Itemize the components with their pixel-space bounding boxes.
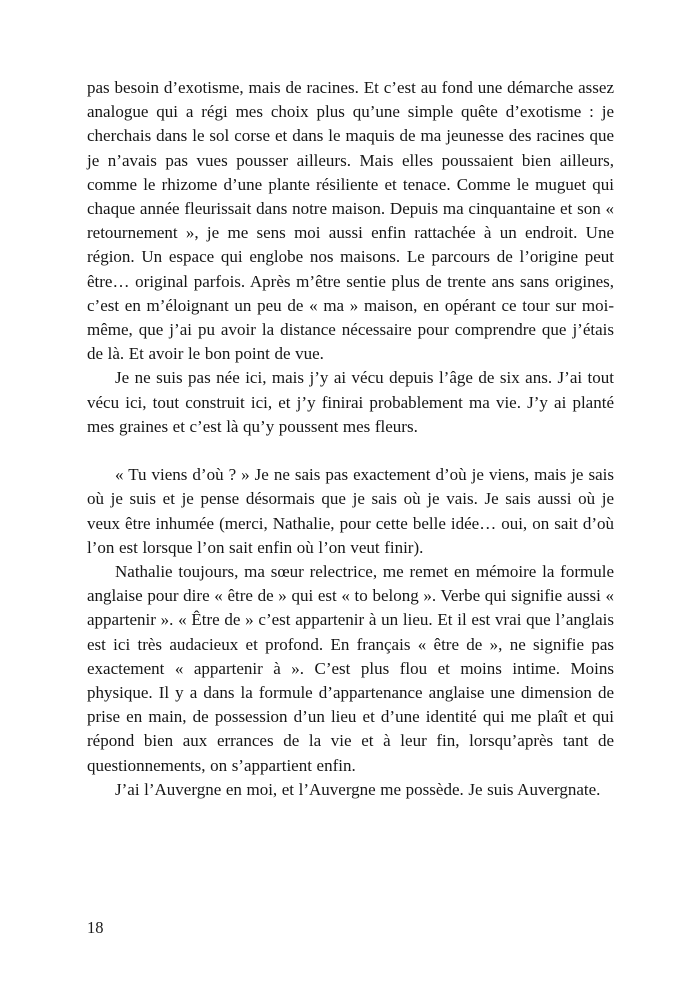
paragraph: « Tu viens d’où ? » Je ne sais pas exactement d’où je viens, mais je sais où je suis et je pense désormais que je sais où je vais. Je sais aussi où je veux être inhumée (merci, Nathalie, pour cette belle idée… oui, on sait d’où l’on est lorsque l’on sait enfin où l’on veut finir). <box>87 465 614 557</box>
paragraph: Nathalie toujours, ma sœur relectrice, me remet en mémoire la formule anglaise pour dire « être de » qui est « to belong ». Verbe qui signifie aussi « appartenir ». « Être de » c’est appartenir à un lieu. Et il est vrai que l’anglais est ici très audacieux et profond. En français « être de », ne signifie pas exactement « appartenir à ». C’est plus flou et moins intime. Moins physique. Il y a dans la formule d’appartenance anglaise une dimension de prise en main, de possession d’un lieu et d’une identité qui me plaît et qui répond bien aux errances de la vie et à leur fin, lorsqu’après tant de questionnements, on s’appartient enfin. <box>87 562 614 775</box>
text-block <box>87 76 614 802</box>
paragraph: Je ne suis pas née ici, mais j’y ai vécu depuis l’âge de six ans. J’ai tout vécu ici, tout construit ici, et j’y finirai probablement ma vie. J’y ai planté mes graines et c’est là qu’y poussent mes fleurs. <box>87 368 614 436</box>
paragraph: pas besoin d’exotisme, mais de racines. Et c’est au fond une démarche assez analogue qui a régi mes choix plus qu’une simple quête d’exotisme : je cherchais dans le sol corse et dans le maquis de ma jeunesse des racines que je n’avais pas vues pousser ailleurs. Mais elles poussaient bien ailleurs, comme le rhizome d’une plante résiliente et tenace. Comme le muguet qui chaque année fleurissait dans notre maison. Depuis ma cinquantaine et son « retournement », je me sens moi aussi enfin rattachée à un endroit. Une région. Un espace qui englobe nos maisons. Le parcours de l’origine peut être… original parfois. Après m’être sentie plus de trente ans sans origines, c’est en m’éloignant un peu de « ma » maison, en opérant ce tour sur moi-même, que j’ai pu avoir la distance nécessaire pour comprendre que j’étais de là. Et avoir le bon point de vue. <box>87 78 614 364</box>
paragraph: J’ai l’Auvergne en moi, et l’Auvergne me possède. Je suis Auvergnate. <box>115 779 601 799</box>
page-number: 18 <box>87 918 104 937</box>
